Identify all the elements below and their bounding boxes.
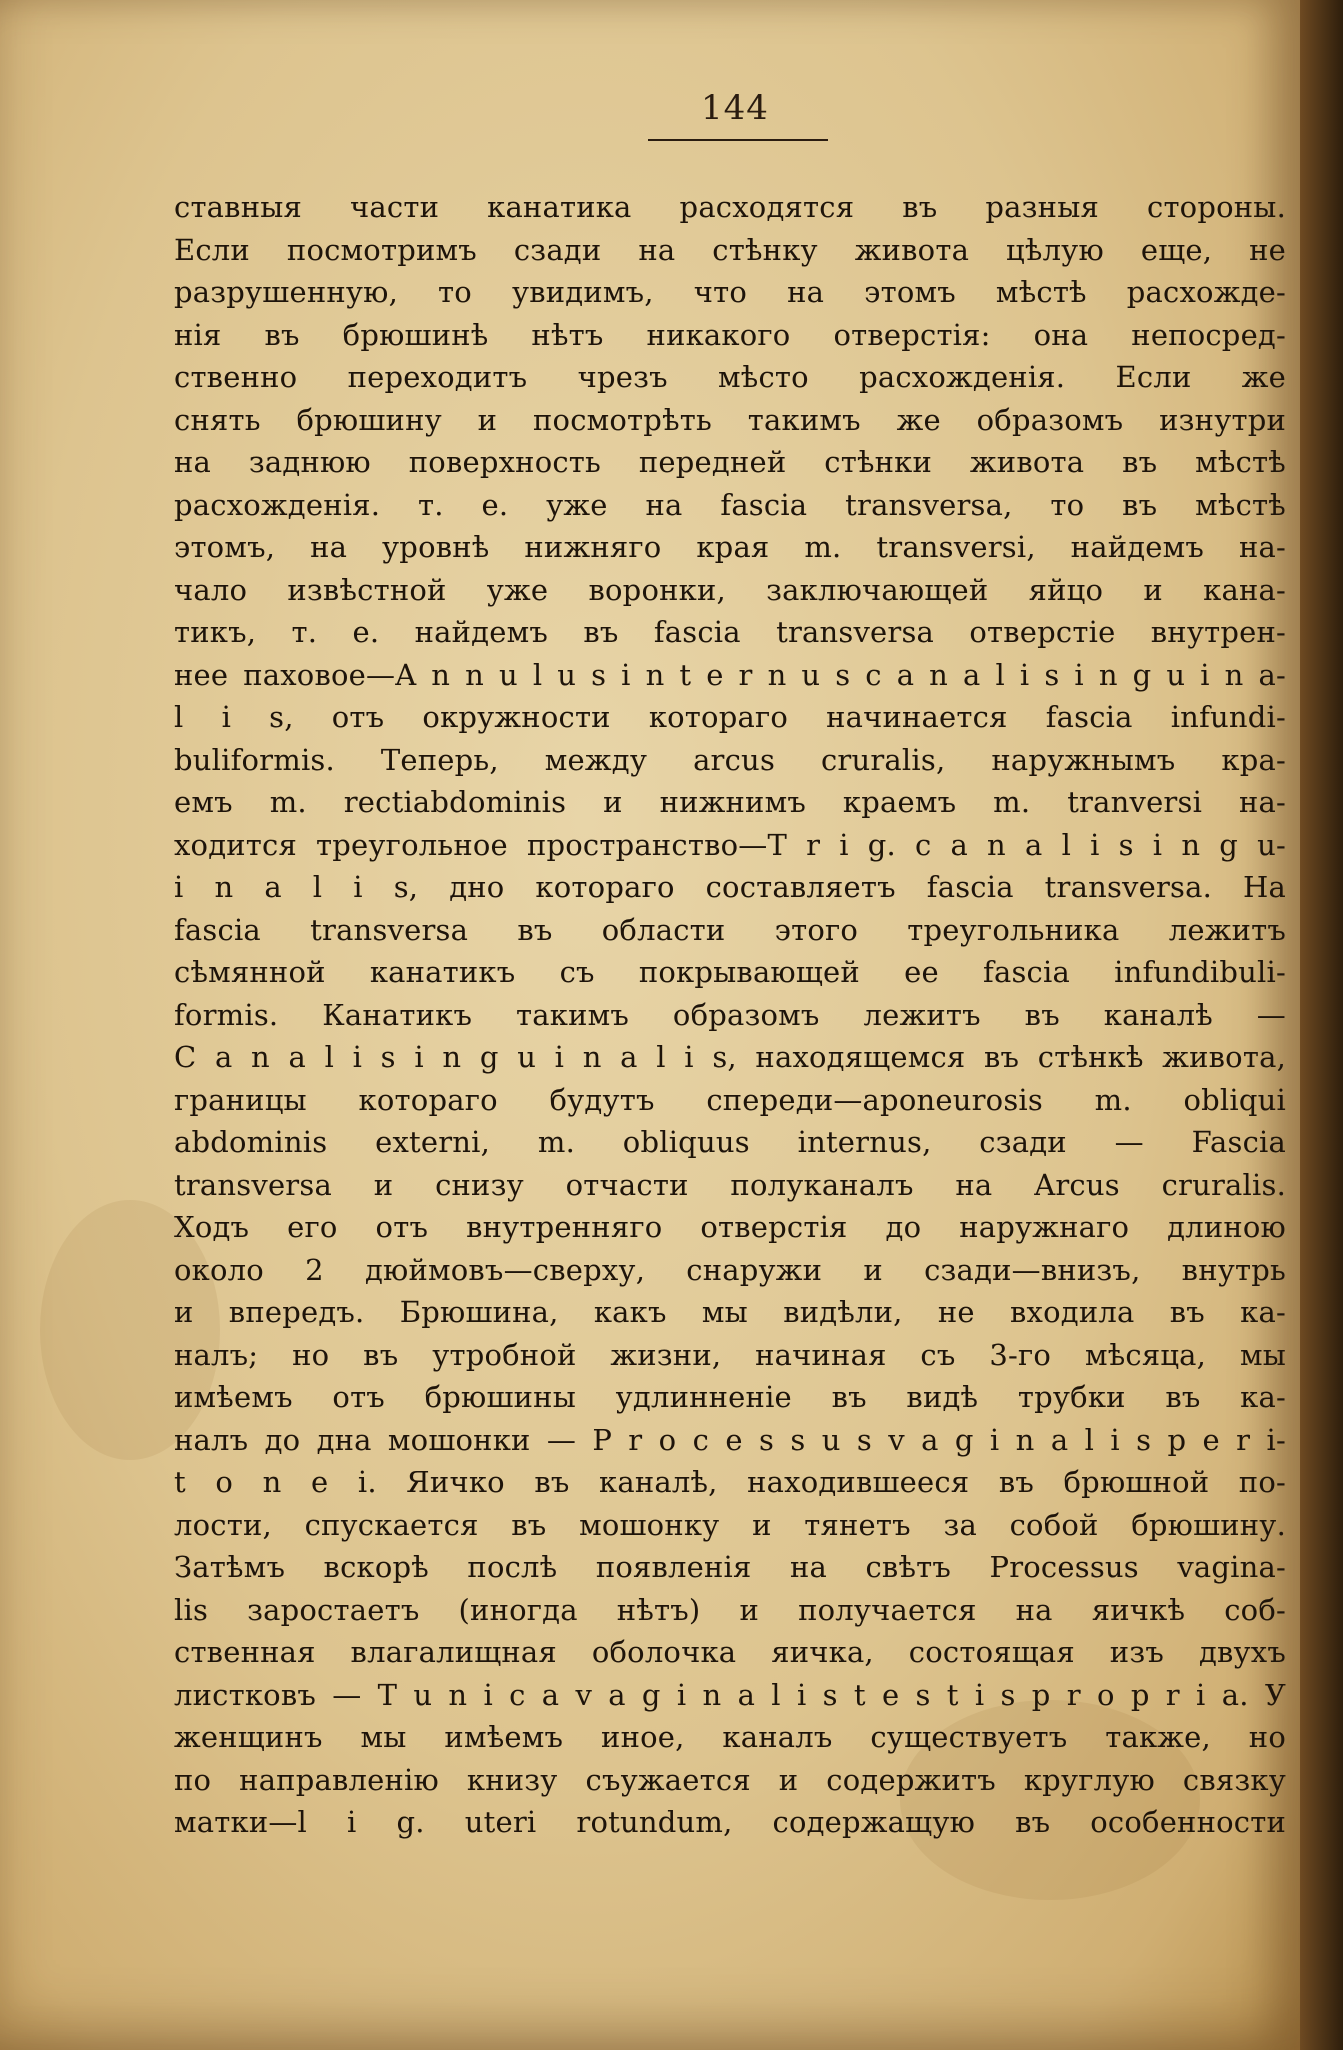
text-line: налъ до дна мошонки — P r o c e s s u s v a g i n a l i s p e r i-: [174, 1422, 1286, 1457]
body-text: [174, 186, 1286, 1844]
text-line: границы котораго будутъ спереди—aponeurosis m. obliqui: [174, 1082, 1286, 1117]
text-line: formis. Канатикъ такимъ образомъ лежитъ въ каналѣ —: [174, 997, 1286, 1032]
text-line: l i s, отъ окружности котораго начинается fascia infundi-: [174, 700, 1286, 734]
text-line: налъ; но въ утробной жизни, начиная съ 3-го мѣсяца, мы: [174, 1337, 1286, 1372]
text-line: fascia transversa въ области этого треугольника лежитъ: [174, 912, 1286, 947]
text-line: лости, спускается въ мошонку и тянетъ за собой брюшину.: [174, 1507, 1286, 1542]
text-line: расхожденія. т. е. уже на fascia transversa, то въ мѣстѣ: [174, 487, 1286, 522]
text-line: lis заростаетъ (иногда нѣтъ) и получается на яичкѣ соб-: [174, 1592, 1286, 1627]
page-number: 144: [701, 88, 769, 128]
book-spine-edge: [1300, 0, 1343, 2050]
text-line: тикъ, т. е. найдемъ въ fascia transversa отверстіе внутрен-: [174, 615, 1286, 649]
text-line: buliformis. Теперь, между arcus cruralis, наружнымъ кра-: [174, 742, 1286, 777]
text-line: около 2 дюймовъ—сверху, снаружи и сзади—внизъ, внутрь: [174, 1252, 1286, 1287]
text-line: и впередъ. Брюшина, какъ мы видѣли, не входила въ ка-: [174, 1295, 1286, 1329]
text-line: t o n e i. Яичко въ каналѣ, находившееся въ брюшной по-: [174, 1465, 1286, 1499]
text-line: Если посмотримъ сзади на стѣнку живота цѣлую еще, не: [174, 232, 1286, 267]
text-line: нее паховое—A n n u l u s i n t e r n u s c a n a l i s i n g u i n a-: [174, 657, 1286, 692]
text-line: ходится треугольное пространство—T r i g. c a n a l i s i n g u-: [174, 827, 1286, 862]
text-line: имѣемъ отъ брюшины удлинненіе въ видѣ трубки въ ка-: [174, 1380, 1286, 1414]
text-line: листковъ — T u n i c a v a g i n a l i s t e s t i s p r o p r i a. У: [174, 1677, 1286, 1712]
text-line: снять брюшину и посмотрѣть такимъ же образомъ изнутри: [174, 402, 1286, 437]
text-line: ственная влагалищная оболочка яичка, состоящая изъ двухъ: [174, 1635, 1286, 1669]
page-number-rule: [648, 139, 828, 141]
text-line: на заднюю поверхность передней стѣнки живота въ мѣстѣ: [174, 445, 1286, 479]
text-line: по направленію книзу съужается и содержитъ круглую связку: [174, 1762, 1286, 1797]
text-line: емъ m. rectiabdominis и нижнимъ краемъ m. tranversi на-: [174, 785, 1286, 819]
text-line: ставныя части канатика расходятся въ разныя стороны.: [174, 190, 1286, 224]
text-line: нія въ брюшинѣ нѣтъ никакого отверстія: она непосред-: [174, 317, 1286, 352]
text-line: ственно переходитъ чрезъ мѣсто расхожденія. Если же: [174, 360, 1286, 394]
text-line: abdominis externi, m. obliquus internus, сзади — Fascia: [174, 1125, 1286, 1159]
text-line: чало извѣстной уже воронки, заключающей яйцо и кана-: [174, 572, 1286, 607]
text-line: сѣмянной канатикъ съ покрывающей ее fascia infundibuli-: [174, 955, 1286, 989]
text-line: i n a l i s, дно котораго составляетъ fascia transversa. На: [174, 870, 1286, 904]
text-line: Затѣмъ вскорѣ послѣ появленія на свѣтъ Processus vagina-: [174, 1550, 1286, 1584]
text-line: разрушенную, то увидимъ, что на этомъ мѣстѣ расхожде-: [174, 275, 1286, 309]
text-line: C a n a l i s i n g u i n a l i s, находящемся въ стѣнкѣ живота,: [174, 1040, 1286, 1074]
text-line: transversa и снизу отчасти полуканалъ на Arcus cruralis.: [174, 1167, 1286, 1202]
text-line: этомъ, на уровнѣ нижняго края m. transversi, найдемъ на-: [174, 530, 1286, 564]
text-line: Ходъ его отъ внутренняго отверстія до наружнаго длиною: [174, 1210, 1286, 1244]
text-line: матки—l i g. uteri rotundum, содержащую въ особенности: [174, 1805, 1286, 1839]
text-line: женщинъ мы имѣемъ иное, каналъ существуетъ также, но: [174, 1720, 1286, 1754]
